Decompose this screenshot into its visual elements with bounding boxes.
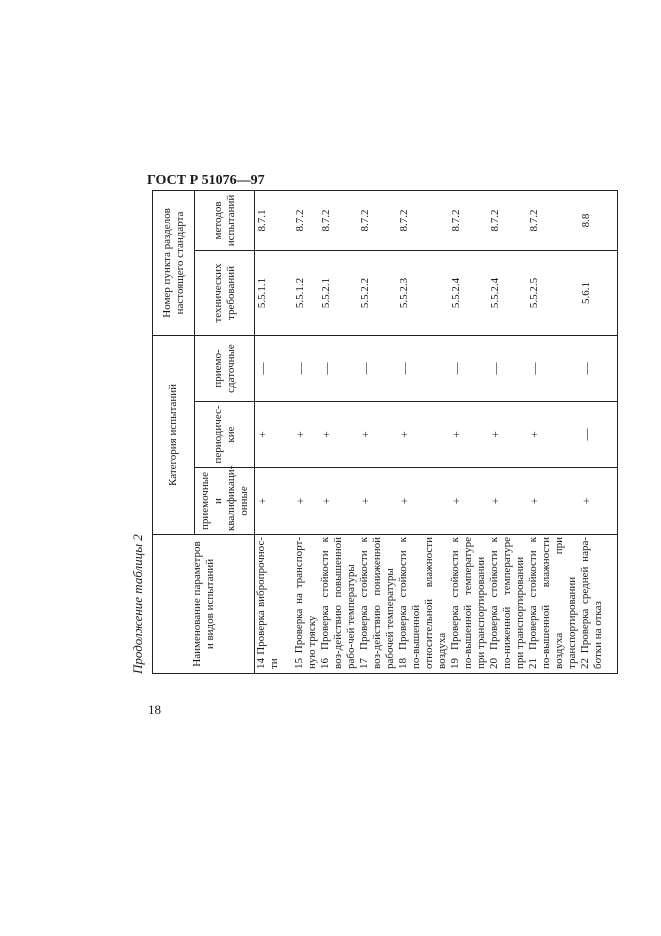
header-name: Наименование параметров и видов испытаний [153, 535, 255, 674]
periodic-mark: + [358, 402, 397, 468]
acceptance-mark: + [255, 468, 294, 535]
test-name: 18 Проверка стойкости к по-вышенной относительной влажности воздуха [397, 535, 449, 674]
test-name: 17 Проверка стойкости к воз-действию пониженной рабочей температуры [358, 535, 397, 674]
header-delivery: приемо-сдаточные [195, 335, 255, 401]
header-acceptance: приемочные и квалификаци-онные [195, 468, 255, 535]
acceptance-mark: + [488, 468, 527, 535]
requirements-clause: 5.5.2.2 [358, 250, 397, 335]
table-row [488, 190, 527, 673]
acceptance-mark: + [449, 468, 488, 535]
delivery-mark: — [527, 335, 579, 401]
table-row [255, 190, 294, 673]
delivery-mark: — [488, 335, 527, 401]
requirements-clause: 5.5.2.4 [488, 250, 527, 335]
rotated-table-block [124, 191, 604, 674]
periodic-mark: + [449, 402, 488, 468]
requirements-clause: 5.5.2.5 [527, 250, 579, 335]
acceptance-mark: + [579, 468, 618, 535]
methods-clause: 8.7.2 [527, 190, 579, 250]
delivery-mark: — [358, 335, 397, 401]
periodic-mark: — [579, 402, 618, 468]
periodic-mark: + [293, 402, 319, 468]
header-requirements: технических требований [195, 250, 255, 335]
table-row [449, 190, 488, 673]
delivery-mark: — [293, 335, 319, 401]
delivery-mark: — [449, 335, 488, 401]
test-name: 15 Проверка на транспорт-ную тряску [293, 535, 319, 674]
acceptance-mark: + [527, 468, 579, 535]
methods-clause: 8.7.2 [449, 190, 488, 250]
requirements-clause: 5.5.2.3 [397, 250, 449, 335]
methods-clause: 8.7.2 [293, 190, 319, 250]
acceptance-mark: + [397, 468, 449, 535]
page-number: 18 [148, 702, 161, 717]
periodic-mark: + [488, 402, 527, 468]
methods-clause: 8.8 [579, 190, 618, 250]
standard-designation: ГОСТ Р 51076—97 [147, 173, 265, 188]
periodic-mark: + [527, 402, 579, 468]
test-name: 16 Проверка стойкости к воз-действию повышенной рабо-чей температуры [319, 535, 358, 674]
header-category: Категория испытаний [153, 335, 195, 534]
methods-clause: 8.7.2 [358, 190, 397, 250]
acceptance-mark: + [319, 468, 358, 535]
requirements-clause: 5.5.2.4 [449, 250, 488, 335]
acceptance-mark: + [293, 468, 319, 535]
table-row [397, 190, 449, 673]
methods-clause: 8.7.1 [255, 190, 294, 250]
test-table [152, 190, 618, 674]
test-name: 14 Проверка вибропрочнос-ти [255, 535, 294, 674]
header-methods: методов испытаний [195, 190, 255, 250]
delivery-mark: — [397, 335, 449, 401]
delivery-mark: — [319, 335, 358, 401]
test-name: 19 Проверка стойкости к по-вышенной температуре при транспортировании [449, 535, 488, 674]
methods-clause: 8.7.2 [397, 190, 449, 250]
periodic-mark: + [397, 402, 449, 468]
methods-clause: 8.7.2 [319, 190, 358, 250]
delivery-mark: — [579, 335, 618, 401]
periodic-mark: + [255, 402, 294, 468]
methods-clause: 8.7.2 [488, 190, 527, 250]
table-row [293, 190, 319, 673]
requirements-clause: 5.5.1.2 [293, 250, 319, 335]
table-row [358, 190, 397, 673]
test-name: 21 Проверка стойкости к по-вышенной влажности воздуха при транспортировании [527, 535, 579, 674]
test-name: 22 Проверка средней нара-ботки на отказ [579, 535, 618, 674]
test-name: 20 Проверка стойкости к по-ниженной температуре при транспортировании [488, 535, 527, 674]
periodic-mark: + [319, 402, 358, 468]
table-row [579, 190, 618, 673]
header-row-top [153, 190, 195, 673]
table-row [527, 190, 579, 673]
requirements-clause: 5.5.2.1 [319, 250, 358, 335]
table-row [319, 190, 358, 673]
header-periodic: периодичес-кие [195, 402, 255, 468]
header-clause-group: Номер пункта разделов настоящего стандарта [153, 190, 195, 335]
delivery-mark: — [255, 335, 294, 401]
acceptance-mark: + [358, 468, 397, 535]
requirements-clause: 5.6.1 [579, 250, 618, 335]
table-caption: Продолжение таблицы 2 [130, 534, 145, 674]
requirements-clause: 5.5.1.1 [255, 250, 294, 335]
